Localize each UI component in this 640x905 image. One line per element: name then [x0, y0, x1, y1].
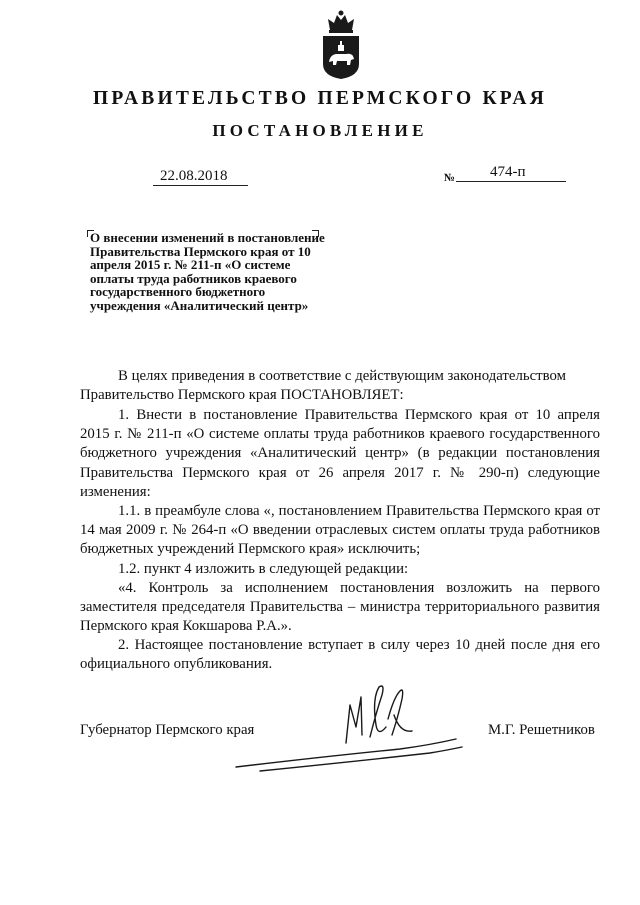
document-number: 474-п — [490, 164, 526, 180]
preamble-line-2: Правительство Пермского края ПОСТАНОВЛЯЕТ: — [80, 387, 404, 404]
preamble-line-1: В целях приведения в соответствие с действующим законодательством — [118, 368, 566, 384]
document-type: ПОСТАНОВЛЕНИЕ — [212, 121, 428, 140]
item-1-2: 1.2. пункт 4 изложить в следующей редакции: — [118, 561, 409, 577]
item-1-2-quote: «4. Контроль за исполнением постановления возложить на первого заместителя председателя Правительства – министра территориального развития Пермского края Кокшарова Р.А.». — [80, 580, 600, 635]
coat-of-arms-icon — [320, 8, 362, 80]
date-underline — [153, 185, 248, 186]
item-1: 1. Внести в постановление Правительства Пермского края от 10 апреля 2015 г. № 211-п «О системе оплаты труда работников краевого государственного бюджетного учреждения «Аналитический центр» (в редакции постановления Правительства Пермского края от 26 апреля 2017 г. № 290-п) следующие изменения: — [80, 407, 600, 500]
government-title: ПРАВИТЕЛЬСТВО ПЕРМСКОГО КРАЯ — [93, 88, 547, 109]
number-underline — [456, 181, 566, 182]
item-2: 2. Настоящее постановление вступает в силу через 10 дней после дня его официального опубликования. — [80, 637, 600, 673]
signatory-name: М.Г. Решетников — [488, 722, 595, 738]
signatory-title: Губернатор Пермского края — [80, 722, 255, 738]
document-subject: О внесении изменений в постановление Правительства Пермского края от 10 апреля 2015 г. № 211-п «О системе оплаты труда работников краевого государственного бюджетного учреждения «Аналитический центр» — [90, 230, 325, 313]
document-date: 22.08.2018 — [160, 168, 228, 184]
preamble — [80, 367, 600, 405]
item-1-1: 1.1. в преамбуле слова «, постановлением Правительства Пермского края от 14 мая 2009 г. № 264-п «О введении отраслевых систем оплаты труда работников бюджетных учреждений Пермского края» исключить; — [80, 503, 600, 558]
number-sign: № — [444, 172, 456, 184]
handwritten-signature — [230, 675, 470, 775]
